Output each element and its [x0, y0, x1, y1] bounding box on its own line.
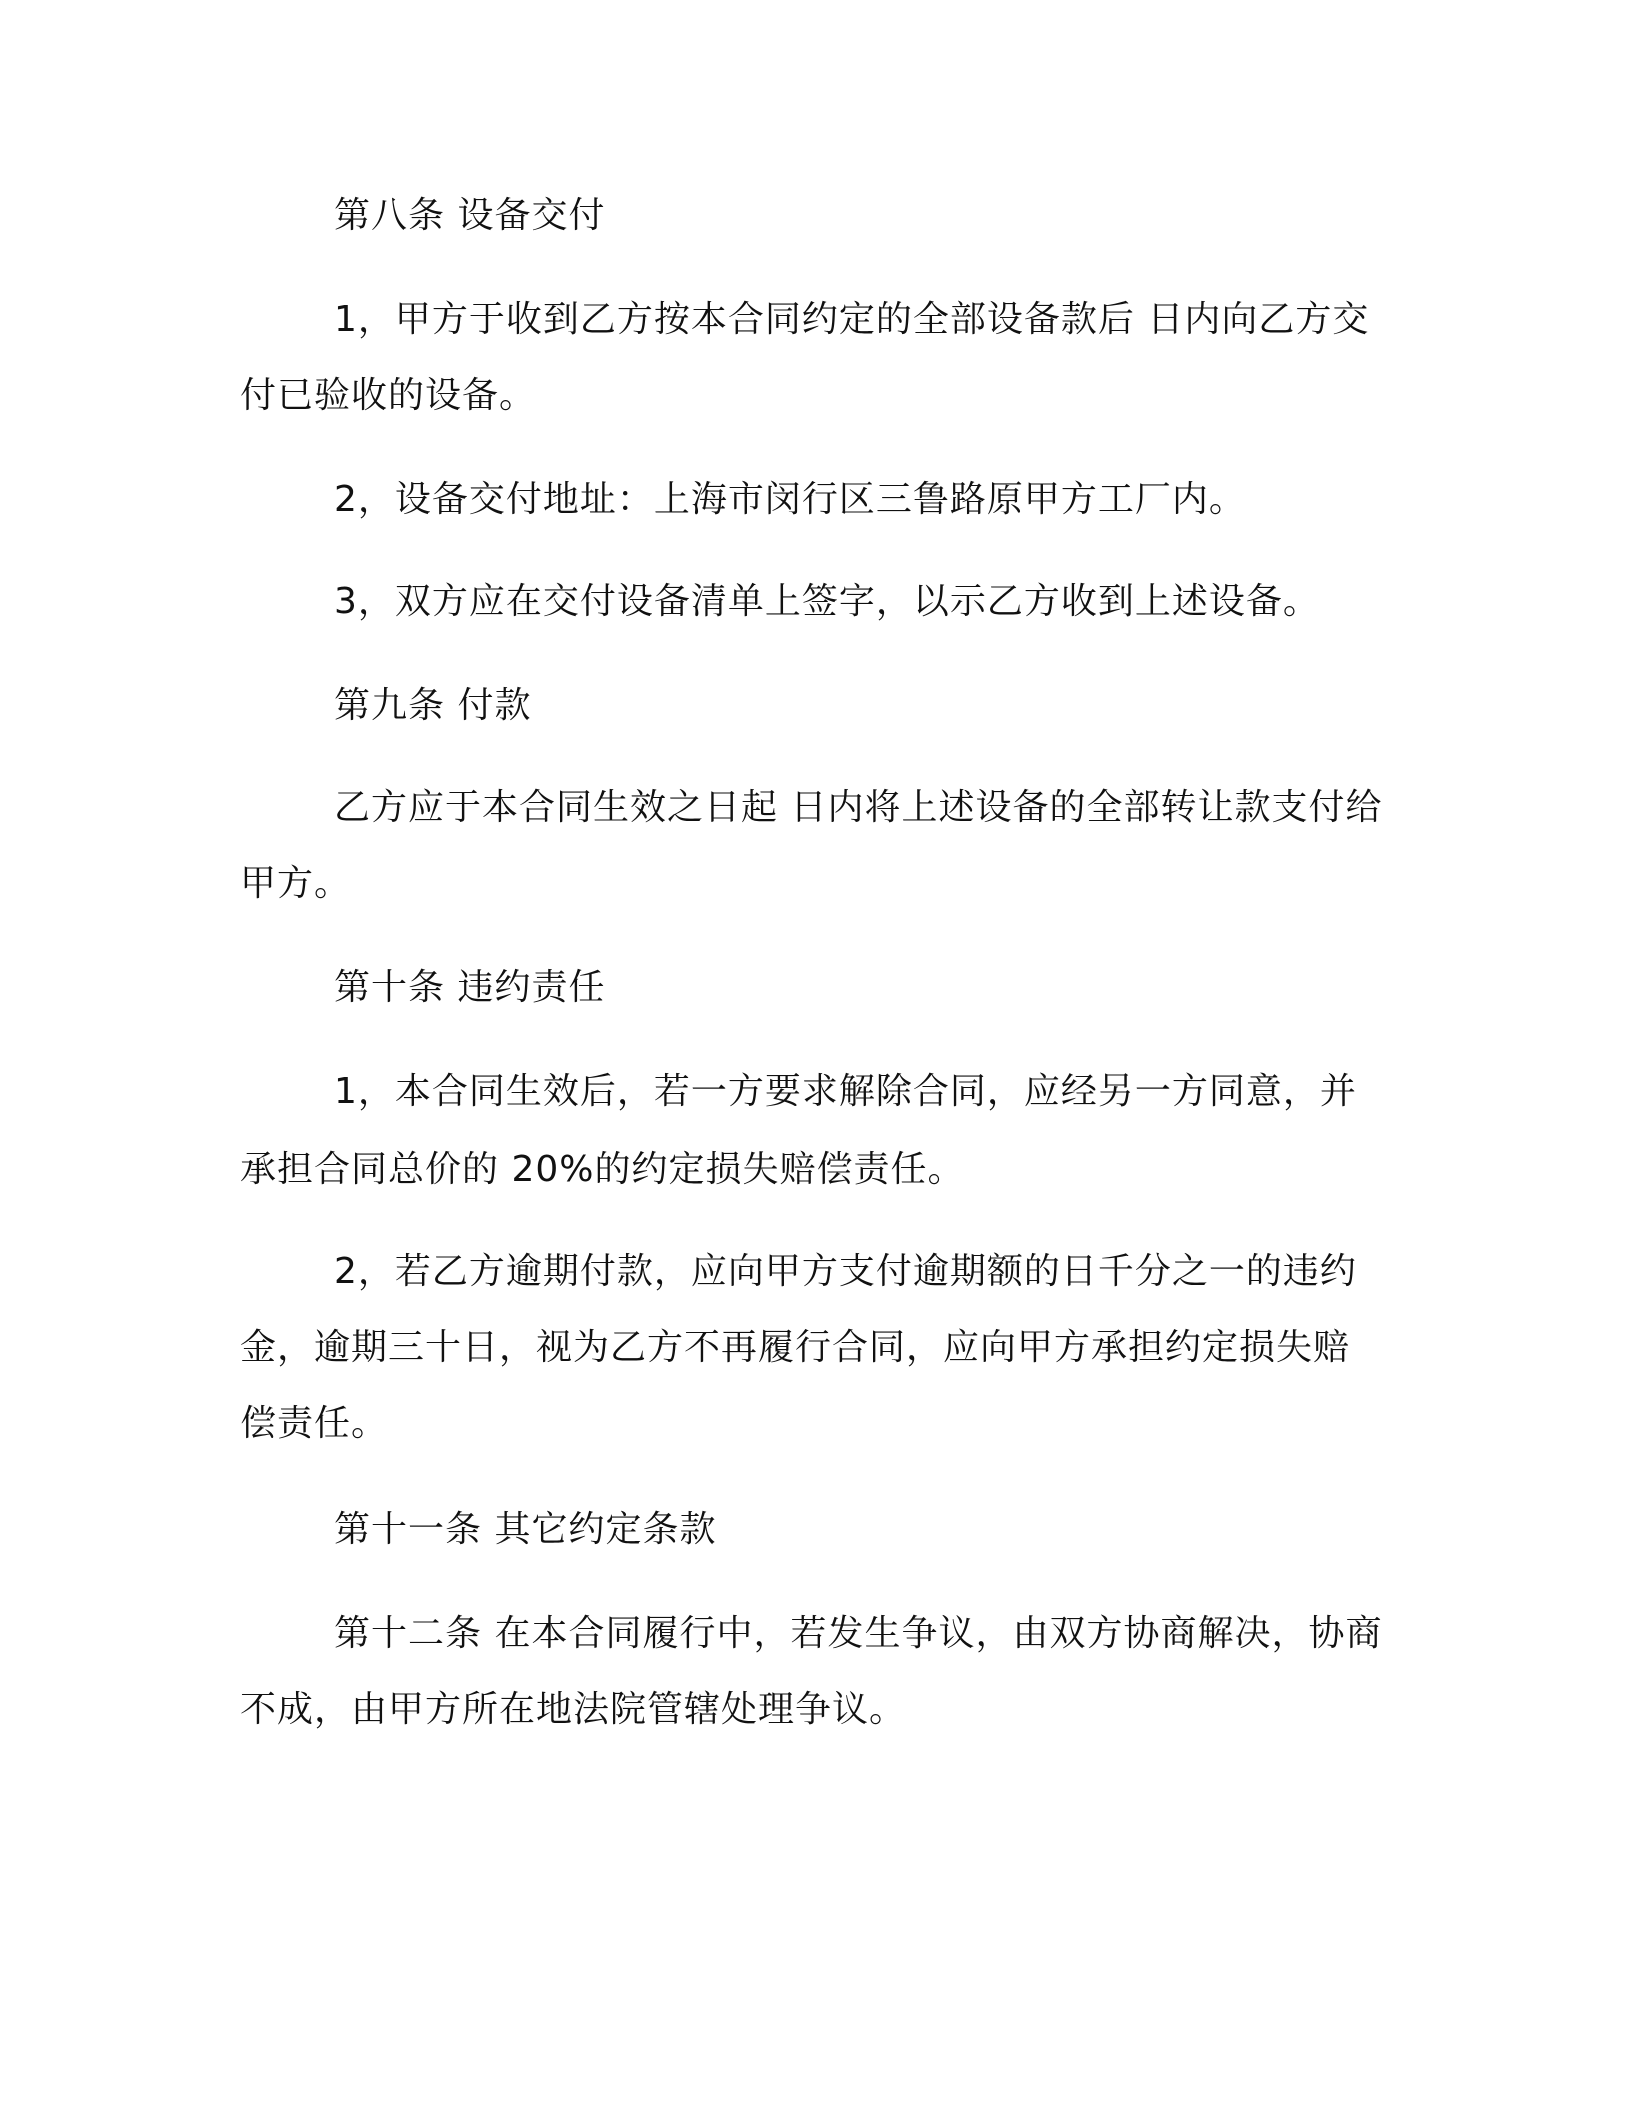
clause-12-line-2: 不成，由甲方所在地法院管辖处理争议。	[240, 1689, 907, 1730]
clause-10-2-line-3: 偿责任。	[240, 1403, 389, 1444]
clause-10-1-line-2: 承担合同总价的 20%的约定损失赔偿责任。	[240, 1149, 965, 1190]
section-heading-9: 第九条 付款	[334, 685, 532, 726]
clause-10-1-line-1: 1，本合同生效后，若一方要求解除合同，应经另一方同意，并	[334, 1071, 1357, 1112]
clause-10-2-line-1: 2，若乙方逾期付款，应向甲方支付逾期额的日千分之一的违约	[334, 1251, 1357, 1292]
clause-8-2-line-1: 2，设备交付地址：上海市闵行区三鲁路原甲方工厂内。	[334, 479, 1246, 520]
clause-8-1-line-2: 付已验收的设备。	[240, 375, 537, 416]
clause-8-1-line-1: 1，甲方于收到乙方按本合同约定的全部设备款后 日内向乙方交	[334, 299, 1370, 340]
clause-10-2-line-2: 金，逾期三十日，视为乙方不再履行合同，应向甲方承担约定损失赔	[240, 1327, 1351, 1368]
clause-9-line-1: 乙方应于本合同生效之日起 日内将上述设备的全部转让款支付给	[334, 787, 1383, 828]
section-heading-8: 第八条 设备交付	[334, 195, 606, 236]
clause-12-line-1: 第十二条 在本合同履行中，若发生争议，由双方协商解决，协商	[334, 1613, 1383, 1654]
section-heading-11: 第十一条 其它约定条款	[334, 1509, 717, 1550]
clause-8-3-line-1: 3，双方应在交付设备清单上签字，以示乙方收到上述设备。	[334, 581, 1320, 622]
section-heading-10: 第十条 违约责任	[334, 967, 606, 1008]
clause-9-line-2: 甲方。	[240, 863, 352, 904]
